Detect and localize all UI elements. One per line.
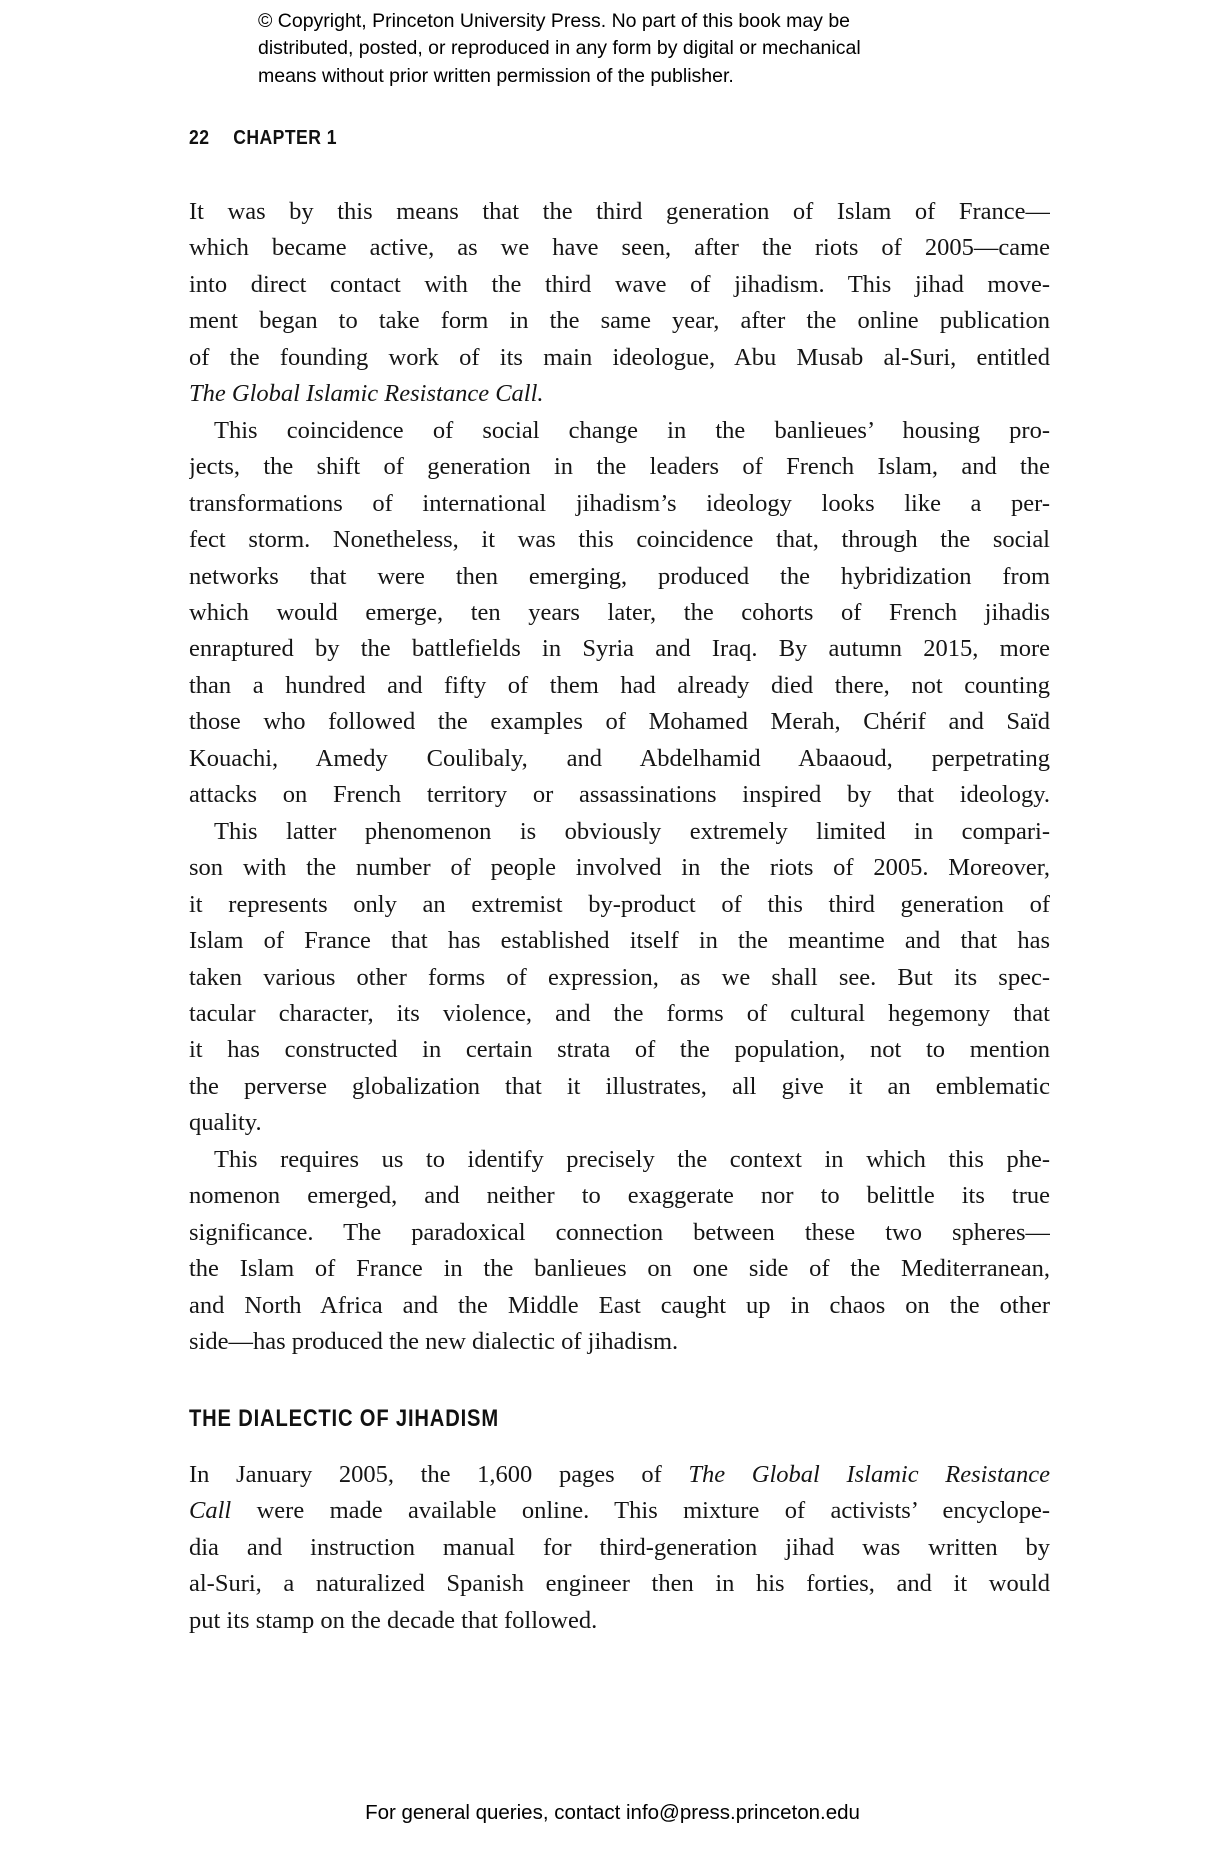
copyright-notice [258, 8, 861, 90]
copyright-line: distributed, posted, or reproduced in any form by digital or mechanical [258, 37, 861, 60]
paragraph [189, 413, 1050, 814]
text-line: which became active, as we have seen, after the riots of 2005—came [189, 234, 1050, 262]
text-line: Kouachi, Amedy Coulibaly, and Abdelhamid Abaaoud, perpetrating [189, 744, 1050, 772]
copyright-line: © Copyright, Princeton University Press. No part of this book may be [258, 10, 851, 32]
copyright-line: means without prior written permission of the publisher. [258, 64, 734, 87]
text-line: those who followed the examples of Mohamed Merah, Chérif and Saïd [189, 708, 1050, 736]
text-line: attacks on French territory or assassinations inspired by that ideology. [189, 781, 1050, 809]
text-line: it represents only an extremist by-product of this third generation of [189, 890, 1050, 918]
paragraph [189, 1457, 1050, 1639]
text-line: This coincidence of social change in the banlieues’ housing pro- [214, 416, 1050, 444]
book-title-italic: Call [189, 1497, 232, 1525]
text-line: it has constructed in certain strata of the population, not to mention [189, 1036, 1050, 1064]
text-line: dia and instruction manual for third-generation jihad was written by [189, 1533, 1050, 1561]
book-title-italic: The Global Islamic Resistance [688, 1461, 1050, 1488]
text-line: networks that were then emerging, produced the hybridization from [189, 562, 1050, 590]
text-line: al-Suri, a naturalized Spanish engineer then in his forties, and it would [189, 1570, 1050, 1598]
text-line: nomenon emerged, and neither to exaggerate nor to belittle its true [189, 1182, 1050, 1210]
page-number: 22 [189, 127, 210, 149]
section-heading: THE DIALECTIC OF JIHADISM [189, 1405, 499, 1432]
text-line: fect storm. Nonetheless, it was this coincidence that, through the social [189, 526, 1050, 554]
text-line: transformations of international jihadism’s ideology looks like a per- [189, 489, 1050, 517]
text-line: of the founding work of its main ideologue, Abu Musab al-Suri, entitled [189, 343, 1050, 371]
text-line: into direct contact with the third wave of jihadism. This jihad move- [189, 270, 1050, 298]
text-line: and North Africa and the Middle East caught up in chaos on the other [189, 1291, 1050, 1319]
text-line: quality. [189, 1109, 262, 1137]
book-title-italic: The Global Islamic Resistance Call. [189, 380, 544, 408]
text-line: enraptured by the battlefields in Syria and Iraq. By autumn 2015, more [189, 635, 1050, 663]
text-segment: In January 2005, the 1,600 pages of [189, 1461, 689, 1488]
text-line: ment began to take form in the same year, after the online publication [189, 307, 1050, 335]
text-line: put its stamp on the decade that followed. [189, 1606, 598, 1634]
text-line [189, 1493, 1050, 1529]
text-line: than a hundred and fifty of them had already died there, not counting [189, 671, 1050, 699]
body-text [189, 194, 1050, 1361]
body-text-after-heading [189, 1457, 1050, 1639]
paragraph [189, 194, 1050, 413]
paragraph [189, 1142, 1050, 1361]
text-line: significance. The paradoxical connection between these two spheres— [189, 1218, 1050, 1246]
text-segment: were made available online. This mixture of activists’ encyclope- [231, 1497, 1050, 1525]
text-line: the Islam of France in the banlieues on one side of the Mediterranean, [189, 1255, 1050, 1283]
text-line: It was by this means that the third generation of Islam of France— [189, 198, 1050, 225]
text-line: jects, the shift of generation in the leaders of French Islam, and the [189, 453, 1050, 481]
text-line: Islam of France that has established itself in the meantime and that has [189, 927, 1050, 955]
text-line [189, 376, 1050, 412]
footer-contact: For general queries, contact info@press.princeton.edu [365, 1801, 860, 1824]
text-line [189, 1457, 1050, 1493]
text-line: taken various other forms of expression, as we shall see. But its spec- [189, 963, 1050, 991]
text-line: the perverse globalization that it illustrates, all give it an emblematic [189, 1072, 1050, 1100]
paragraph [189, 814, 1050, 1142]
chapter-label: CHAPTER 1 [233, 127, 337, 149]
text-line: side—has produced the new dialectic of jihadism. [189, 1328, 679, 1356]
text-line: This requires us to identify precisely the context in which this phe- [214, 1145, 1050, 1173]
text-line: tacular character, its violence, and the forms of cultural hegemony that [189, 999, 1050, 1027]
running-header [189, 127, 337, 150]
text-line: This latter phenomenon is obviously extremely limited in compari- [214, 817, 1050, 845]
text-line: son with the number of people involved in the riots of 2005. Moreover, [189, 854, 1050, 882]
text-line: which would emerge, ten years later, the cohorts of French jihadis [189, 598, 1050, 626]
